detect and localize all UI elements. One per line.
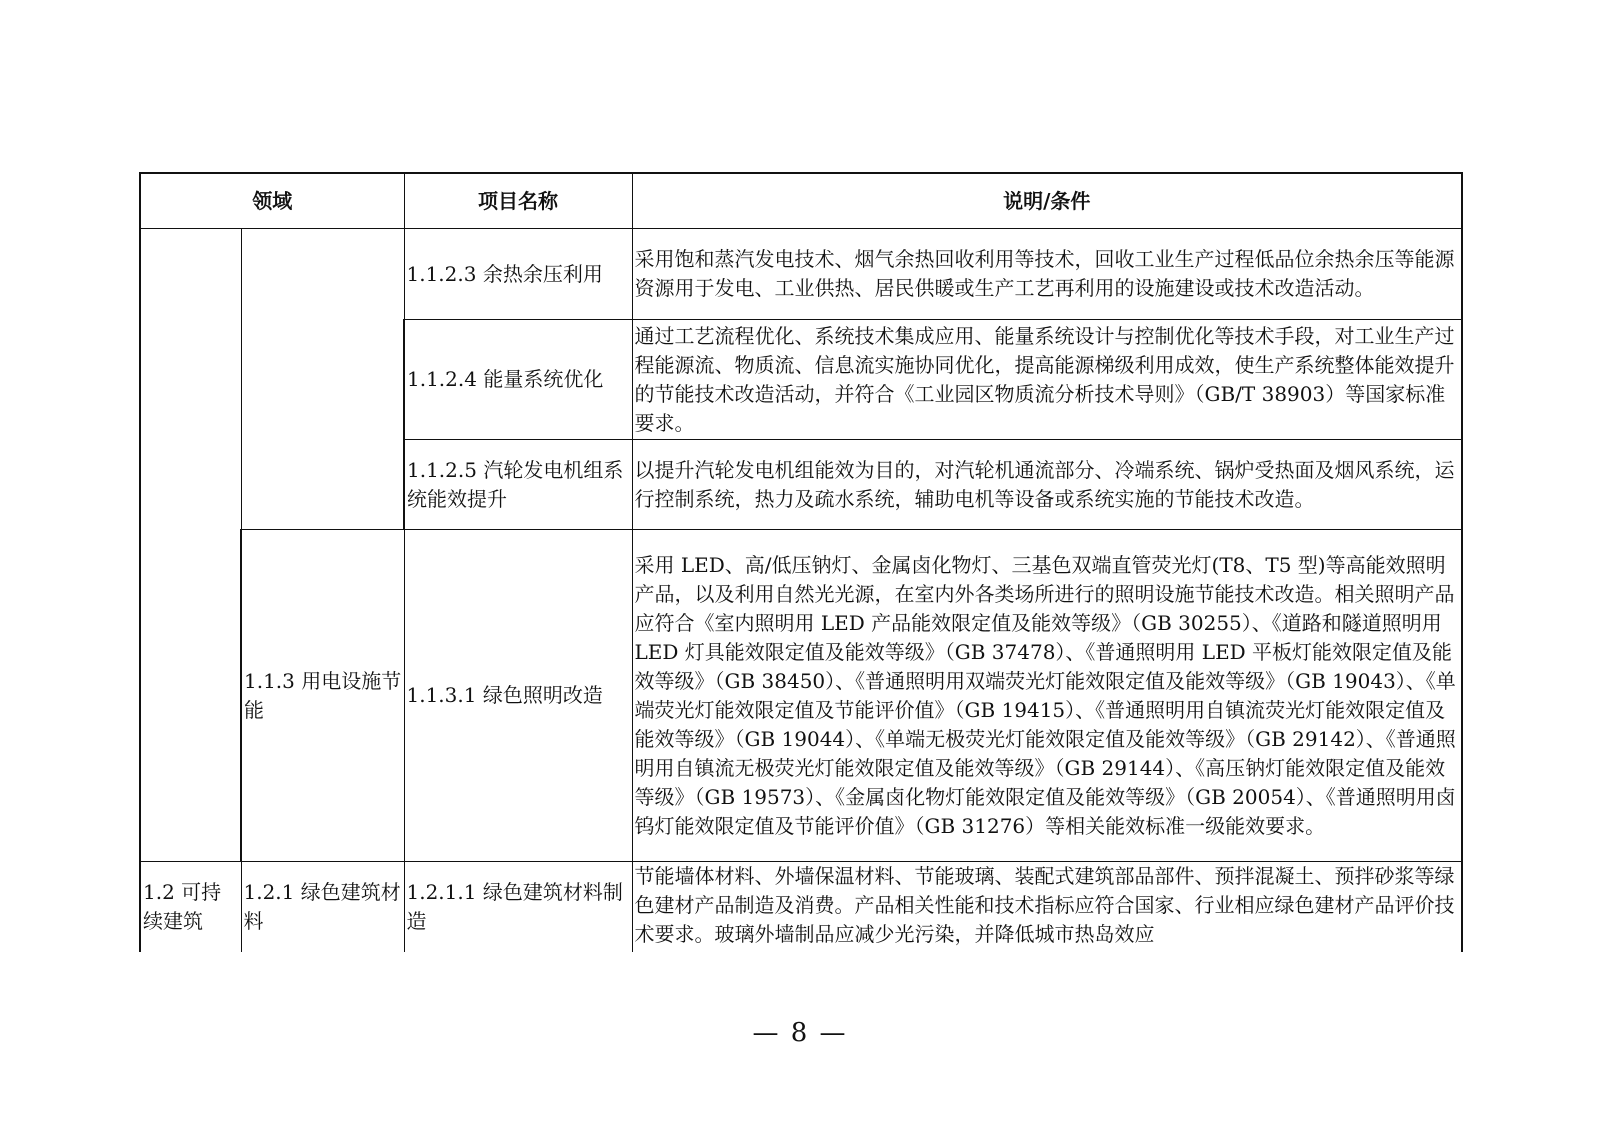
subdomain-cell: 1.1.3 用电设施节能 [241, 530, 404, 862]
header-description: 说明/条件 [632, 173, 1462, 229]
table-row [140, 862, 1462, 952]
description-cell: 节能墙体材料、外墙保温材料、节能玻璃、装配式建筑部品部件、预拌混凝土、预拌砂浆等绿色建材产品制造及消费。产品相关性能和技术指标应符合国家、行业相应绿色建材产品评价技术要求。玻璃外墙制品应减少光污染，并降低城市热岛效应 [632, 862, 1462, 952]
item-cell: 1.1.3.1 绿色照明改造 [404, 530, 632, 862]
table-header-row [140, 173, 1462, 229]
page-number: — 8 — [752, 1018, 848, 1048]
criteria-table [139, 172, 1463, 952]
domain-cell: 1.2 可持续建筑 [140, 862, 241, 952]
item-cell: 1.1.2.5 汽轮发电机组系统能效提升 [404, 440, 632, 530]
domain-cell-empty [140, 229, 241, 862]
header-domain: 领域 [140, 173, 404, 229]
table-row [140, 229, 1462, 320]
description-cell: 采用饱和蒸汽发电技术、烟气余热回收利用等技术，回收工业生产过程低品位余热余压等能源资源用于发电、工业供热、居民供暖或生产工艺再利用的设施建设或技术改造活动。 [632, 229, 1462, 320]
description-cell: 通过工艺流程优化、系统技术集成应用、能量系统设计与控制优化等技术手段，对工业生产过程能源流、物质流、信息流实施协同优化，提高能源梯级利用成效，使生产系统整体能效提升的节能技术改造活动，并符合《工业园区物质流分析技术导则》（GB/T 38903）等国家标准要求。 [632, 320, 1462, 440]
subdomain-cell: 1.2.1 绿色建筑材料 [241, 862, 404, 952]
item-cell: 1.2.1.1 绿色建筑材料制造 [404, 862, 632, 952]
item-cell: 1.1.2.4 能量系统优化 [404, 320, 632, 440]
item-cell: 1.1.2.3 余热余压利用 [404, 229, 632, 320]
table-row [140, 530, 1462, 862]
header-project-name: 项目名称 [404, 173, 632, 229]
subdomain-cell-empty [241, 229, 404, 530]
description-cell: 采用 LED、高/低压钠灯、金属卤化物灯、三基色双端直管荧光灯(T8、T5 型)等高能效照明产品，以及利用自然光光源，在室内外各类场所进行的照明设施节能技术改造。相关照明产品应符合《室内照明用 LED 产品能效限定值及能效等级》（GB 30255）、《道路和隧道照明用 LED 灯具能效限定值及能效等级》（GB 37478）、《普通照明用 LED 平板灯能效限定值及能效等级》（GB 38450）、《普通照明用双端荧光灯能效限定值及能效等级》（GB 19043）、《单端荧光灯能效限定值及节能评价值》（GB 19415）、《普通照明用自镇流荧光灯能效限定值及能效等级》（GB 19044）、《单端无极荧光灯能效限定值及能效等级》（GB 29142）、《普通照明用自镇流无极荧光灯能效限定值及能效等级》（GB 29144）、《高压钠灯能效限定值及能效等级》（GB 19573）、《金属卤化物灯能效限定值及能效等级》（GB 20054）、《普通照明用卤钨灯能效限定值及节能评价值》（GB 31276）等相关能效标准一级能效要求。 [632, 530, 1462, 862]
description-cell: 以提升汽轮发电机组能效为目的，对汽轮机通流部分、冷端系统、锅炉受热面及烟风系统，运行控制系统，热力及疏水系统，辅助电机等设备或系统实施的节能技术改造。 [632, 440, 1462, 530]
